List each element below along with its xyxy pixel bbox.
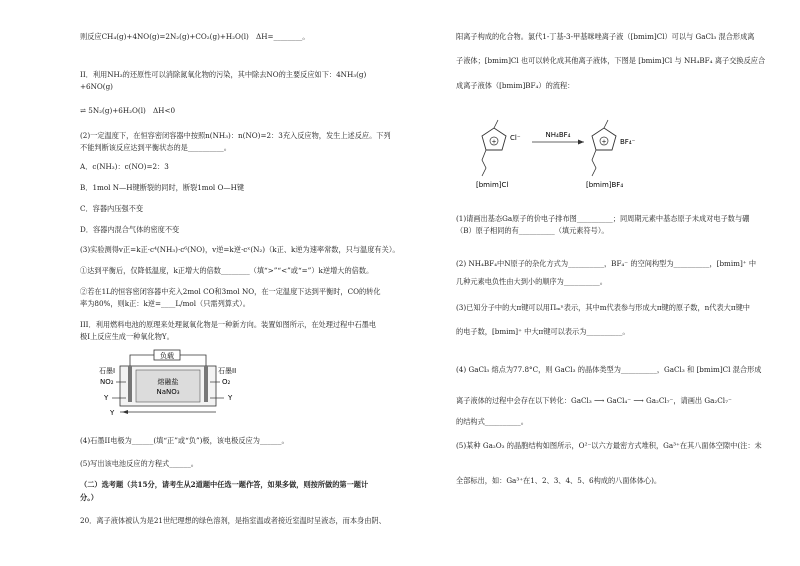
bmim-cl-name: [bmim]Cl bbox=[476, 181, 509, 189]
text-line: ⇌ 5N₂(g)+6H₂O(l) ΔH<0 bbox=[80, 106, 176, 115]
fuel-cell-diagram bbox=[98, 348, 248, 423]
svg-text:+: + bbox=[601, 138, 607, 146]
ion-exchange-scheme bbox=[462, 110, 662, 190]
bmim-bf4-name: [bmim]BF₄ bbox=[586, 181, 624, 189]
graphite-electrode-1 bbox=[128, 366, 132, 402]
option-a: A．c(NH₃)：c(NO)=2：3 bbox=[80, 162, 169, 171]
question-1: (1)请画出基态Ga原子的价电子排布图__________；同周期元素中基态原子未成对电子数与硼 bbox=[456, 214, 750, 223]
graphite-electrode-2 bbox=[204, 366, 208, 402]
imidazolium-ring-2 bbox=[592, 120, 616, 176]
bf4-label: BF₄⁻ bbox=[620, 138, 636, 146]
no2-label: NO₂ bbox=[100, 378, 114, 386]
text-line: +6NO(g) bbox=[80, 82, 113, 91]
text-line: 几种元素电负性由大到小的顺序为__________。 bbox=[456, 277, 607, 286]
question-20: 20．离子液体被认为是21世纪理想的绿色溶剂，是指室温或者接近室温时呈液态，而本身由阴、 bbox=[80, 516, 386, 525]
section-heading: （二）选考题（共15分，请考生从2道题中任选一题作答，如果多做，则按所做的第一题计 bbox=[80, 480, 369, 489]
text-line: 全部标出，如：Ga³⁺在1、2、3、4、5、6构成的八面体体心)。 bbox=[456, 476, 662, 485]
text-line: II．利用NH₃的还原性可以消除氮氧化物的污染，其中除去NO的主要反应如下：4NH₃(g) bbox=[80, 70, 367, 79]
text-line: III．利用燃料电池的原理来处理氮氧化物是一种新方向。装置如图所示，在处理过程中石墨电 bbox=[80, 320, 377, 329]
y-label-left: Y bbox=[104, 394, 109, 402]
text-line: 的结构式__________。 bbox=[456, 417, 528, 426]
y-label-right: Y bbox=[228, 394, 233, 402]
text-line: 率为80%，则k正：k逆=____L/mol（只需列算式）。 bbox=[80, 299, 250, 308]
question-3: (3)已知分子中的大π键可以用Πₘⁿ表示，其中m代表参与形成大π键的原子数，n代表大π键中 bbox=[456, 303, 750, 312]
text-line: 成离子液体（[bmim]BF₄）的流程： bbox=[456, 81, 575, 90]
imidazolium-ring-1 bbox=[482, 120, 506, 176]
graphite1-label: 石墨I bbox=[99, 367, 116, 375]
text-line: 极I上反应生成一种氧化物Y。 bbox=[80, 332, 174, 341]
text-line: 阳离子构成的化合物。氯代1-丁基-3-甲基咪唑离子液（[bmim]Cl）可以与 GaCl₃ 混合形成离 bbox=[456, 32, 755, 41]
load-label: 负载 bbox=[160, 352, 174, 360]
text-line: 不能判断该反应达到平衡状态的是__________。 bbox=[80, 143, 231, 152]
o2-label: O₂ bbox=[222, 378, 231, 386]
nano3-label: NaNO₃ bbox=[156, 388, 180, 396]
text-line: 子液体；[bmim]Cl 也可以转化成其他离子液体，下图是 [bmim]Cl 与 NH₄BF₄ 离子交换反应合 bbox=[456, 56, 766, 65]
question-5: (5)某种 Ga₂O₃ 的晶胞结构如图所示，O²⁻以六方最密方式堆积，Ga³⁺在其八面体空隙中(注：未 bbox=[456, 441, 762, 450]
text-line: 则反应CH₄(g)+4NO(g)=2N₂(g)+CO₂(g)+H₂O(l) ΔH=________。 bbox=[80, 32, 310, 41]
text-line: ②若在1L的恒容密闭容器中充入2mol CO和3mol NO，在一定温度下达到平衡时，CO的转化 bbox=[80, 287, 381, 296]
text-line: （B）原子相同的有__________（填元素符号）。 bbox=[456, 226, 609, 235]
option-d: D．容器内混合气体的密度不变 bbox=[80, 225, 180, 234]
graphite2-label: 石墨II bbox=[218, 367, 237, 375]
question-2: (2) NH₄BF₄中N原子的杂化方式为__________，BF₄⁻ 的空间构型为__________，[bmim]⁺ 中 bbox=[456, 259, 757, 268]
y-label-bottom: Y bbox=[110, 409, 115, 417]
text-line: 离子液体的过程中会存在以下转化：GaCl₃ ⟶ GaCl₄⁻ ⟶ Ga₂Cl₇⁻，请画出 Ga₂Cl₇⁻ bbox=[456, 396, 732, 405]
svg-text:+: + bbox=[491, 138, 497, 146]
option-b: B．1mol N—H键断裂的同时，断裂1mol O—H键 bbox=[80, 183, 245, 192]
text-line: 的电子数，[bmim]⁺ 中大π键可以表示为__________。 bbox=[456, 327, 630, 336]
molten-salt-label: 熔融盐 bbox=[157, 378, 179, 386]
question-4: (4) GaCl₃ 熔点为77.8°C，则 GaCl₃ 的晶体类型为__________，GaCl₃ 和 [bmim]Cl 混合形成 bbox=[456, 365, 762, 374]
text-line: ①达到平衡后，仅降低温度，k正增大的倍数________（填“>”“<”或“=”）k逆增大的倍数。 bbox=[80, 266, 374, 275]
question-4: (4)石墨II电极为______(填“正”或“负”)极，该电极反应为______。 bbox=[80, 436, 289, 445]
text-line: (2)一定温度下，在恒容密闭容器中按照n(NH₃)：n(NO)=2：3充入反应物，发生上述反应。下列 bbox=[80, 131, 391, 140]
reagent-label: NH₄BF₄ bbox=[545, 131, 571, 139]
section-heading-cont: 分。） bbox=[80, 493, 98, 502]
option-c: C．容器内压强不变 bbox=[80, 204, 144, 213]
question-5: (5)写出该电池反应的方程式______。 bbox=[80, 459, 198, 468]
text-line: (3)实验测得v正=k正·c⁴(NH₃)·c⁶(NO)，v逆=k逆·cˣ(N₂)（k正、k逆为速率常数，只与温度有关）。 bbox=[80, 245, 400, 254]
chloride-label: Cl⁻ bbox=[510, 134, 521, 142]
